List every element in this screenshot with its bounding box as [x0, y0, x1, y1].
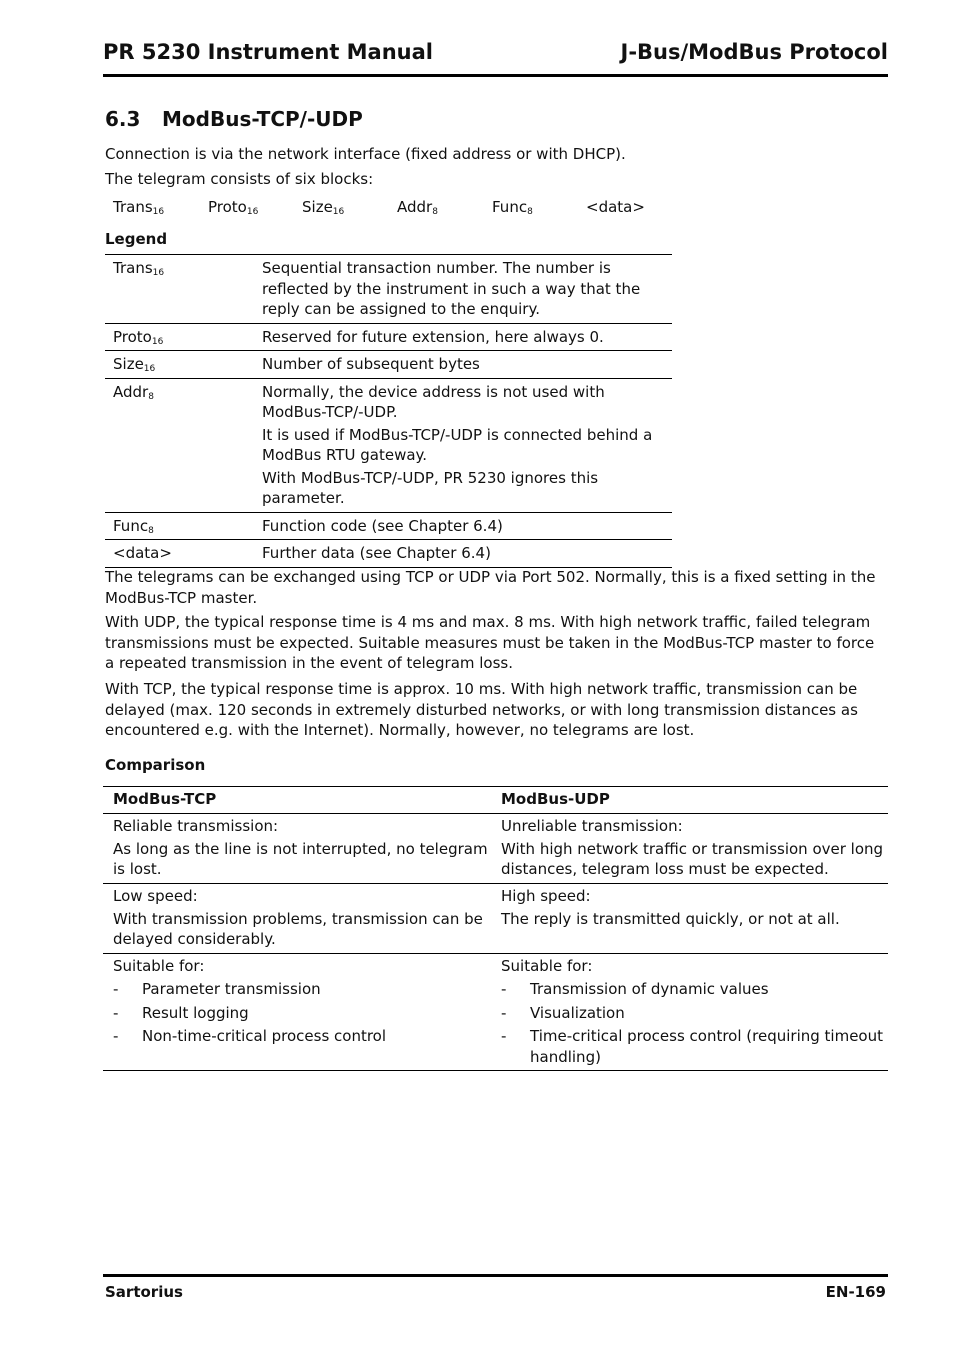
legend-value: Normally, the device address is not used with ModBus-TCP/-UDP. It is used if ModBus-TCP/-UDP is connected behind a ModBus RTU gateway. With ModBus-TCP/-UDP, PR 5230 ignores this parameter. [262, 382, 653, 507]
legend-value: Reserved for future extension, here always 0. [262, 327, 604, 346]
block-addr: Addr$_8$ [397, 198, 438, 217]
comparison-row [103, 954, 888, 1072]
udp-cell: Unreliable transmission: With high network traffic or transmission over long distances, telegram loss must be expected. [501, 816, 884, 878]
page-number: EN-169 [825, 1283, 886, 1301]
page-header [103, 40, 888, 77]
legend-value: Number of subsequent bytes [262, 355, 480, 373]
intro-paragraph: The telegram consists of six blocks: [105, 170, 374, 188]
list-item: - Parameter transmission [113, 980, 321, 998]
udp-cell: High speed: The reply is transmitted quickly, or not at all. [501, 886, 840, 928]
legend-value: Further data (see Chapter 6.4) [262, 544, 491, 562]
legend-row [105, 255, 672, 324]
legend-key: Func$_8$ [113, 516, 154, 536]
intro-paragraph: Connection is via the network interface (fixed address or with DHCP). [105, 145, 626, 163]
comparison-table [103, 786, 888, 1071]
manual-title: PR 5230 Instrument Manual [103, 40, 434, 64]
list-item: - Result logging [113, 1003, 249, 1022]
comparison-row [103, 814, 888, 884]
comparison-row [103, 884, 888, 954]
udp-cell: Suitable for: - Transmission of dynamic values - Visualization - Time-critical process control (requiring timeout handling) [501, 956, 888, 1068]
section-title: ModBus-TCP/-UDP [162, 107, 363, 131]
legend-key: Size$_{16}$ [113, 355, 156, 374]
list-item: - Time-critical process control (requiring timeout handling) [501, 1027, 883, 1066]
block-data: <data> [586, 198, 645, 216]
body-paragraph: The telegrams can be exchanged using TCP or UDP via Port 502. Normally, this is a fixed setting in the ModBus-TCP master. [105, 568, 876, 607]
block-trans: Trans$_{16}$ [113, 198, 165, 217]
list-item: - Visualization [501, 1003, 625, 1022]
legend-key: <data> [113, 544, 172, 562]
footer-company: Sartorius [105, 1283, 183, 1301]
section-heading [105, 109, 363, 129]
section-number: 6.3 [105, 107, 141, 131]
block-size: Size$_{16}$ [302, 198, 345, 217]
legend-key: Trans$_{16}$ [113, 259, 165, 278]
tcp-cell: Reliable transmission: As long as the line is not interrupted, no telegram is lost. [113, 816, 488, 878]
list-item: - Transmission of dynamic values [501, 980, 769, 998]
block-proto: Proto$_{16}$ [208, 198, 259, 217]
chapter-title: J-Bus/ModBus Protocol [620, 40, 888, 64]
legend-value: Sequential transaction number. The number is reflected by the instrument in such a way that the reply can be assigned to the enquiry. [262, 259, 641, 318]
tcp-cell: Suitable for: - Parameter transmission - Result logging - Non-time-critical process control [103, 956, 501, 1068]
legend-key: Addr$_8$ [113, 382, 154, 402]
legend-row [105, 351, 672, 379]
legend-row [105, 540, 672, 568]
body-paragraph: With UDP, the typical response time is 4 ms and max. 8 ms. With high network traffic, failed telegram transmissions must be expected. Suitable measures must be taken in the ModBus-TCP master to force a repeated transmission in the event of telegram loss. [105, 613, 875, 672]
legend-row [105, 513, 672, 541]
legend-row [105, 324, 672, 352]
comparison-header-row [103, 787, 888, 814]
legend-value: Function code (see Chapter 6.4) [262, 516, 503, 535]
column-header-tcp: ModBus-TCP [113, 790, 217, 808]
block-func: Func$_8$ [492, 198, 533, 217]
legend-label: Legend [105, 230, 168, 248]
legend-table [105, 254, 672, 568]
tcp-cell: Low speed: With transmission problems, transmission can be delayed considerably. [113, 886, 483, 948]
list-item: - Non-time-critical process control [113, 1027, 387, 1045]
column-header-udp: ModBus-UDP [501, 790, 610, 808]
legend-key: Proto$_{16}$ [113, 327, 164, 347]
comparison-label: Comparison [105, 756, 206, 774]
body-paragraph: With TCP, the typical response time is approx. 10 ms. With high network traffic, transmission can be delayed (max. 120 seconds in extremely disturbed networks, or with long transmission distances as encountered e.g. with the Internet). Normally, however, no telegrams are lost. [105, 680, 858, 739]
legend-row [105, 379, 672, 513]
page-footer [103, 1274, 888, 1301]
